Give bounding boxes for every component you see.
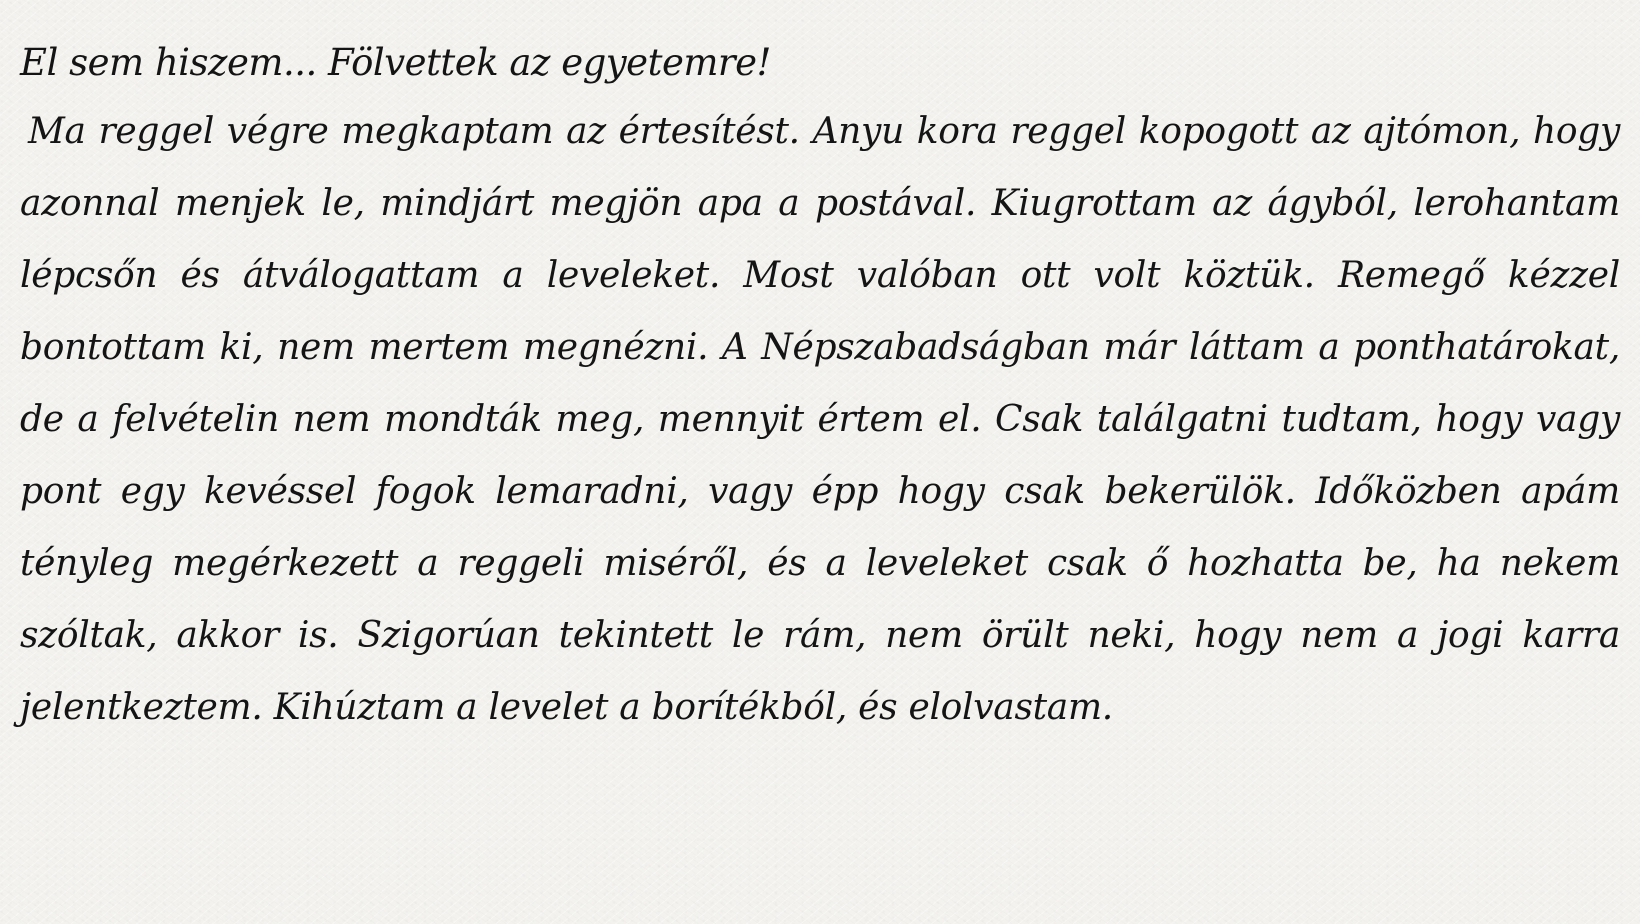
body-paragraph: Ma reggel végre megkaptam az értesítést. Anyu kora reggel kopogott az ajtómon, hogy azonnal menjek le, mindjárt megjön apa a postával. Kiugrottam az ágyból, lerohantam lépcsőn és átválogattam a leveleket. Most valóban ott volt köztük. Remegő kézzel bontottam ki, nem mertem megnézni. A Népszabadságban már láttam a ponthatárokat, de a felvételin nem mondták meg, mennyit értem el. Csak találgatni tudtam, hogy vagy pont egy kevéssel fogok lemaradni, vagy épp hogy csak bekerülök. Időközben apám tényleg megérkezett a reggeli miséről, és a leveleket csak ő hozhatta be, ha nekem szóltak, akkor is. Szigorúan tekintett le rám, nem örült neki, hogy nem a jogi karra jelentkeztem. Kihúztam a levelet a borítékból, és elolvastam. [20,111,1620,728]
page-title: El sem hiszem... Fölvettek az egyetemre! [20,41,771,84]
